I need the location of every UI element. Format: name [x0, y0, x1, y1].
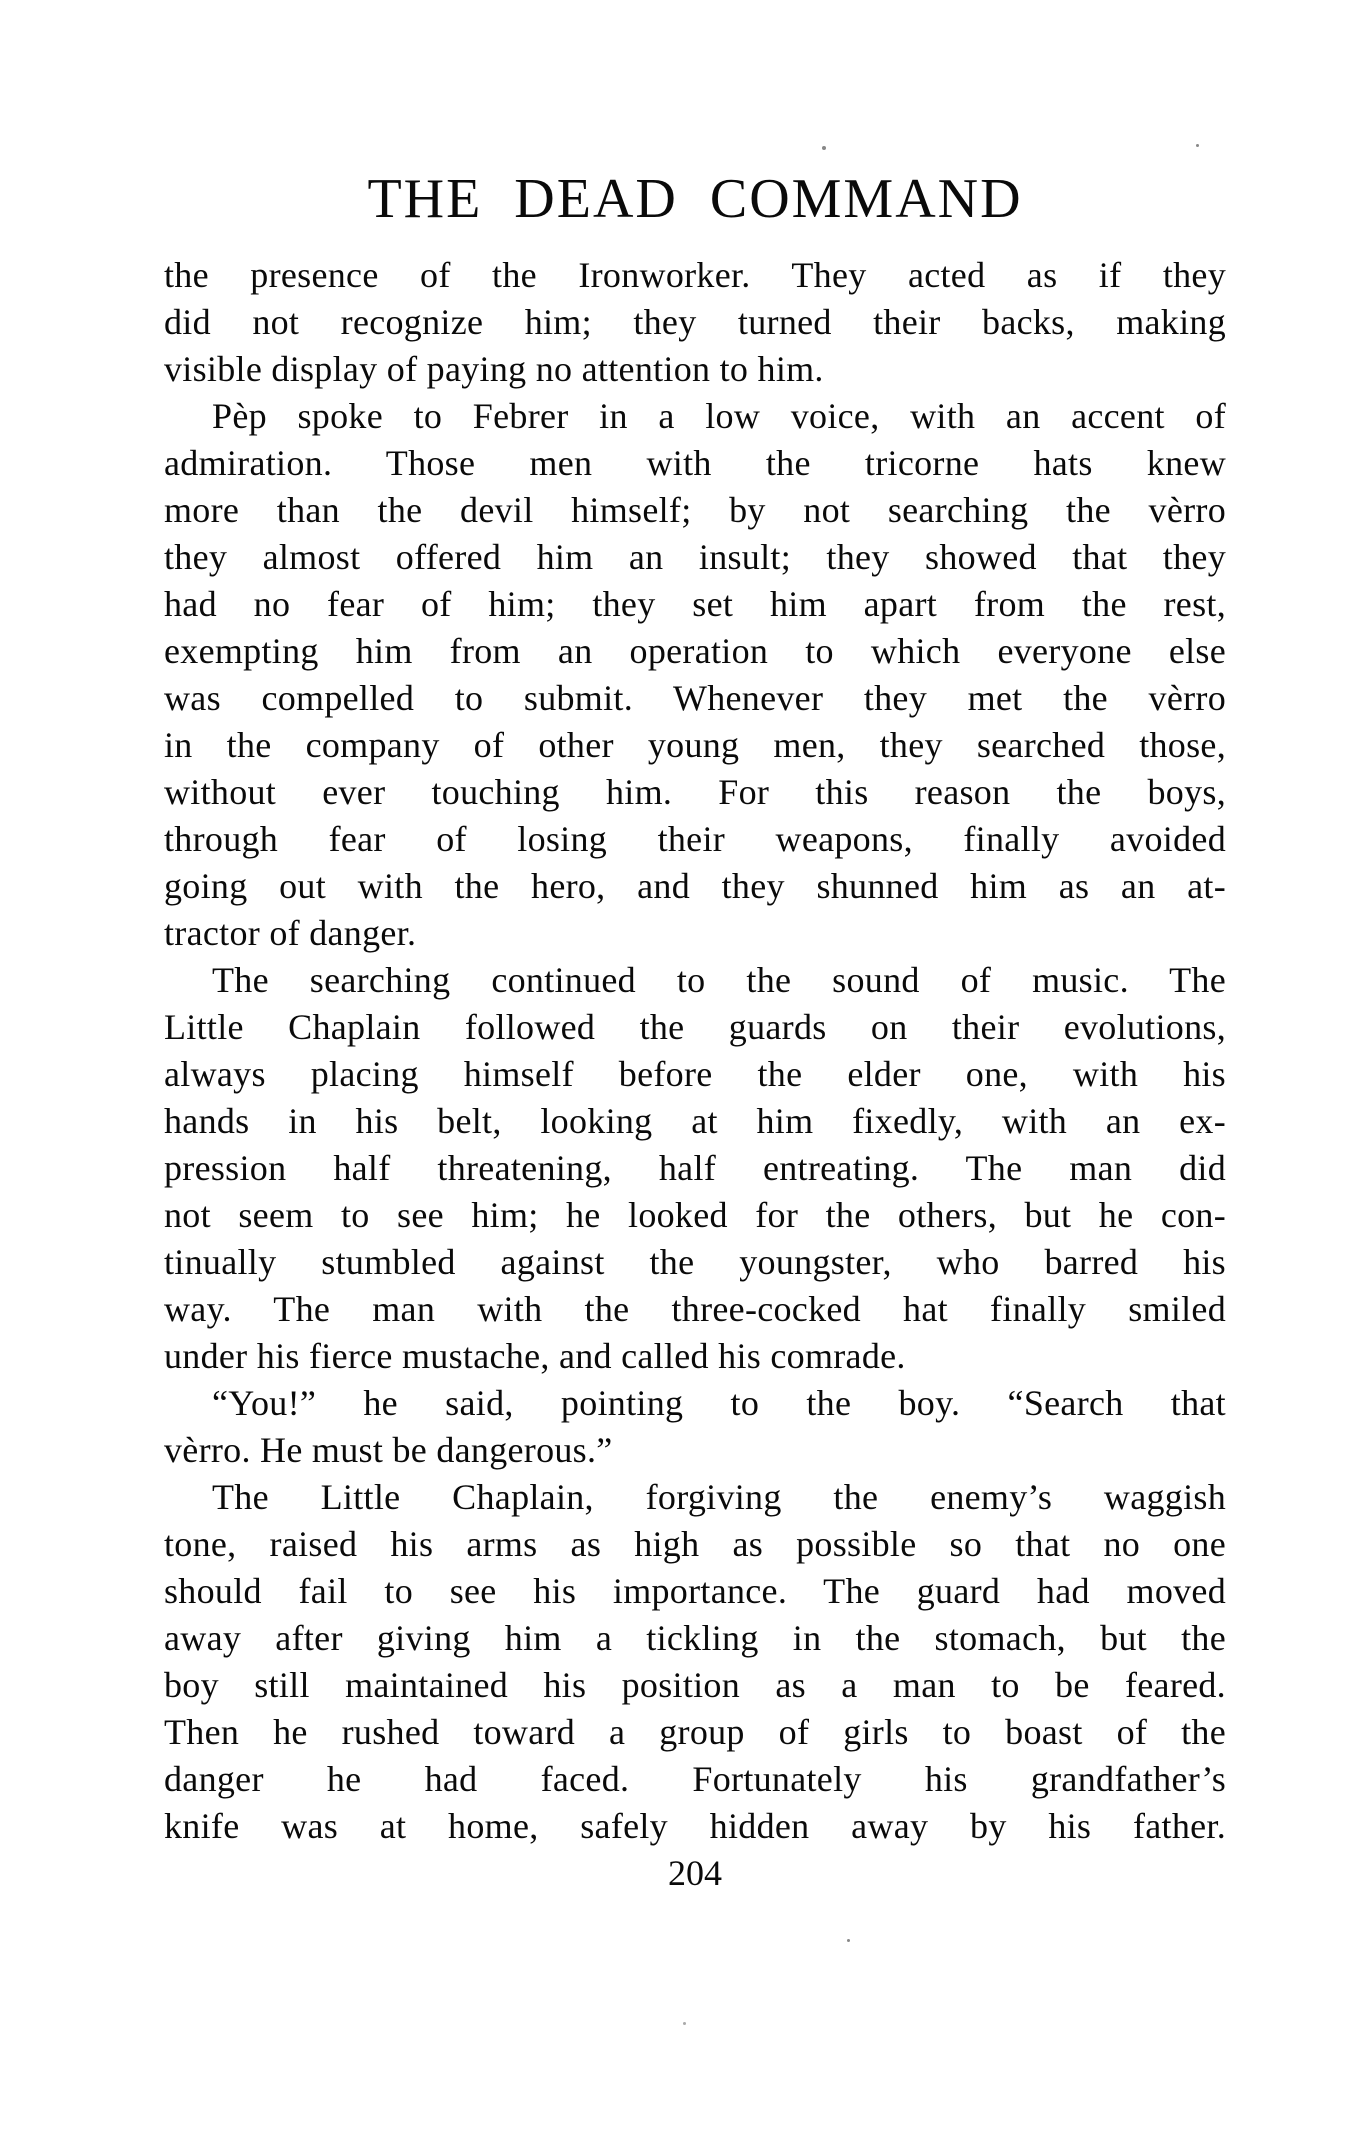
text-line: did not recognize him; they turned their backs, making: [164, 302, 1226, 342]
text-line: The searching continued to the sound of music. The: [212, 960, 1226, 1000]
text-line: knife was at home, safely hidden away by his father.: [164, 1806, 1226, 1846]
text-line: the presence of the Ironworker. They acted as if they: [164, 255, 1226, 295]
scan-speck: [822, 146, 826, 150]
scan-speck: [1196, 144, 1199, 147]
text-line: was compelled to submit. Whenever they met the vèrro: [164, 678, 1226, 718]
text-line: danger he had faced. Fortunately his grandfather’s: [164, 1759, 1226, 1799]
scan-speck: [847, 1939, 850, 1942]
text-line: vèrro. He must be dangerous.”: [164, 1430, 613, 1470]
text-line: away after giving him a tickling in the stomach, but the: [164, 1618, 1226, 1658]
text-line: through fear of losing their weapons, finally avoided: [164, 819, 1226, 859]
text-line: tone, raised his arms as high as possible so that no one: [164, 1524, 1226, 1564]
page-body: [164, 252, 1226, 1850]
text-line: without ever touching him. For this reason the boys,: [164, 772, 1226, 812]
text-line: admiration. Those men with the tricorne hats knew: [164, 443, 1226, 483]
text-line: should fail to see his importance. The guard had moved: [164, 1571, 1226, 1611]
text-line: way. The man with the three-cocked hat finally smiled: [164, 1289, 1226, 1329]
text-line: always placing himself before the elder one, with his: [164, 1054, 1226, 1094]
text-line: under his fierce mustache, and called his comrade.: [164, 1336, 906, 1376]
text-line: tractor of danger.: [164, 913, 417, 953]
text-line: Pèp spoke to Febrer in a low voice, with an accent of: [212, 396, 1226, 436]
text-line: more than the devil himself; by not searching the vèrro: [164, 490, 1226, 530]
page-number: 204: [668, 1853, 722, 1893]
text-line: visible display of paying no attention to him.: [164, 349, 824, 389]
page-title: THE DEAD COMMAND: [367, 168, 1023, 230]
text-line: Then he rushed toward a group of girls to boast of the: [164, 1712, 1226, 1752]
text-line: boy still maintained his position as a man to be feared.: [164, 1665, 1226, 1705]
text-line: tinually stumbled against the youngster, who barred his: [164, 1242, 1226, 1282]
text-line: exempting him from an operation to which everyone else: [164, 631, 1226, 671]
text-line: Little Chaplain followed the guards on their evolutions,: [164, 1007, 1226, 1047]
text-line: in the company of other young men, they searched those,: [164, 725, 1226, 765]
text-line: had no fear of him; they set him apart from the rest,: [164, 584, 1226, 624]
text-line: The Little Chaplain, forgiving the enemy’s waggish: [212, 1477, 1226, 1517]
scan-speck: [683, 2022, 686, 2025]
text-line: they almost offered him an insult; they showed that they: [164, 537, 1226, 577]
text-line: hands in his belt, looking at him fixedly, with an ex-: [164, 1101, 1226, 1141]
text-line: “You!” he said, pointing to the boy. “Search that: [212, 1383, 1226, 1423]
text-line: pression half threatening, half entreating. The man did: [164, 1148, 1226, 1188]
text-line: not seem to see him; he looked for the others, but he con-: [164, 1195, 1226, 1235]
text-line: going out with the hero, and they shunned him as an at-: [164, 866, 1226, 906]
